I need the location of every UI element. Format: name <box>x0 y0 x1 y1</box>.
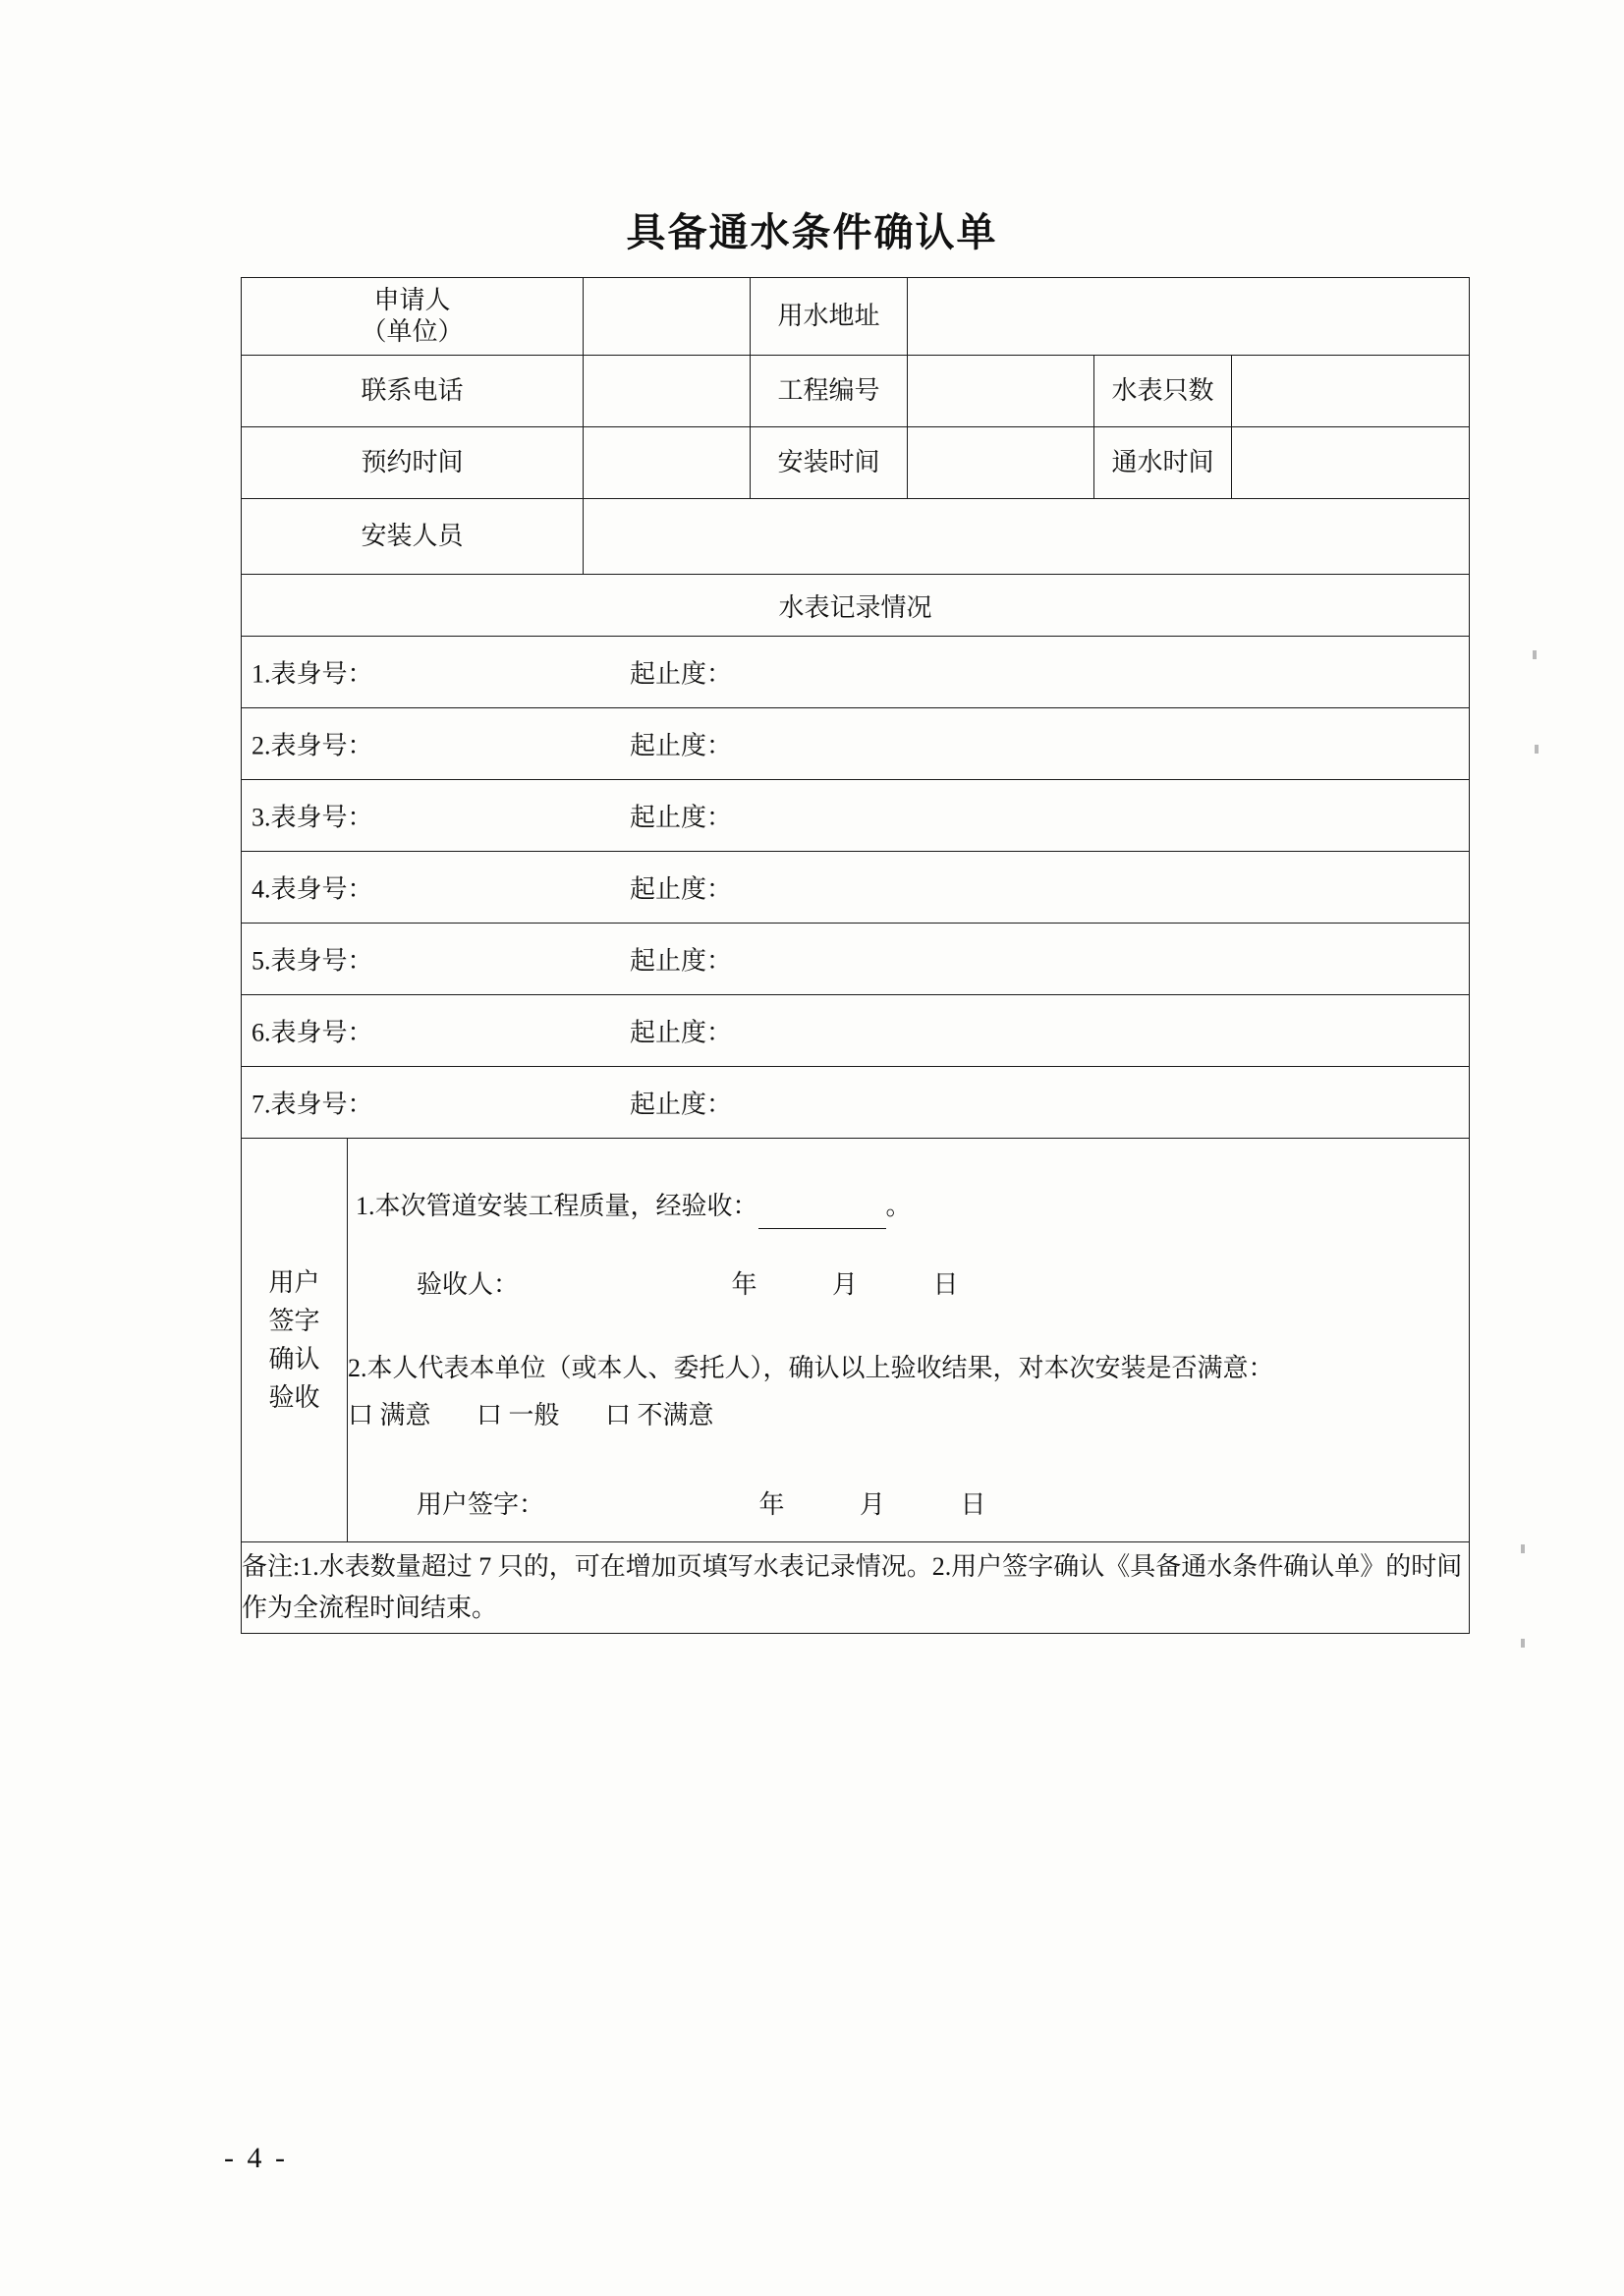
table-row <box>242 995 1470 1067</box>
meter-row-2[interactable] <box>242 708 1470 780</box>
meter-row-3[interactable] <box>242 780 1470 852</box>
acceptor-date <box>732 1262 1028 1308</box>
signature-label-line-1: 用户 <box>268 1268 320 1297</box>
page-title: 具备通水条件确认单 <box>626 210 998 254</box>
applicant-label <box>242 278 584 356</box>
meter-body-no-label: 7.表身号： <box>252 1090 373 1119</box>
user-signature-line[interactable] <box>417 1483 1469 1528</box>
option-satisfied[interactable]: 口 满意 <box>348 1400 431 1429</box>
meter-count-value[interactable] <box>1232 356 1470 427</box>
install-time-value[interactable] <box>908 427 1094 499</box>
table-row <box>242 708 1470 780</box>
table-row <box>242 1139 1470 1542</box>
project-no-label: 工程编号 <box>751 356 908 427</box>
user-sign-label: 用户签字： <box>417 1490 545 1520</box>
signature-label-line-3: 确认 <box>268 1345 320 1373</box>
applicant-value[interactable] <box>584 278 751 356</box>
meter-range-label: 起止度： <box>630 1018 733 1047</box>
table-row <box>242 1067 1470 1139</box>
option-average[interactable]: 口 一般 <box>476 1400 560 1429</box>
meter-body-no-label: 1.表身号： <box>252 659 373 689</box>
user-sign-date <box>759 1483 1055 1528</box>
table-row <box>242 852 1470 924</box>
table-row <box>242 356 1470 427</box>
installer-value[interactable] <box>584 499 1470 575</box>
acceptance-statement-text: 1.本次管道安装工程质量，经验收： <box>356 1192 758 1221</box>
satisfaction-statement: 2.本人代表本单位（或本人、委托人），确认以上验收结果，对本次安装是否满意： <box>348 1354 1274 1383</box>
meter-body-no-label: 4.表身号： <box>252 874 373 904</box>
phone-label: 联系电话 <box>242 356 584 427</box>
satisfaction-options[interactable] <box>348 1393 1469 1438</box>
day-label: 日 <box>960 1490 986 1520</box>
meter-row-1[interactable] <box>242 637 1470 708</box>
water-on-time-value[interactable] <box>1232 427 1470 499</box>
installer-label: 安装人员 <box>242 499 584 575</box>
day-label: 日 <box>932 1269 959 1299</box>
year-label: 年 <box>731 1269 757 1299</box>
option-unsatisfied[interactable]: 口 不满意 <box>605 1400 714 1429</box>
applicant-label-line1: 申请人 <box>373 285 451 314</box>
meter-row-5[interactable] <box>242 924 1470 995</box>
meter-range-label: 起止度： <box>630 946 733 976</box>
table-row <box>242 924 1470 995</box>
meter-row-7[interactable] <box>242 1067 1470 1139</box>
table-row <box>242 575 1470 637</box>
meter-range-label: 起止度： <box>630 659 733 689</box>
scan-speck <box>1521 1544 1525 1553</box>
meter-body-no-label: 3.表身号： <box>252 803 373 832</box>
meter-section-header: 水表记录情况 <box>242 575 1470 637</box>
signature-section-body <box>348 1139 1470 1542</box>
table-row <box>242 278 1470 356</box>
meter-row-4[interactable] <box>242 852 1470 924</box>
scan-speck <box>1535 745 1539 754</box>
page-number: - 4 - <box>224 2142 288 2174</box>
water-on-time-label: 通水时间 <box>1094 427 1232 499</box>
meter-range-label: 起止度： <box>630 803 733 832</box>
signature-label-line-4: 验收 <box>268 1383 320 1412</box>
table-row <box>242 1542 1470 1634</box>
month-label: 月 <box>832 1269 859 1299</box>
meter-body-no-label: 2.表身号： <box>252 731 373 760</box>
address-value[interactable] <box>908 278 1470 356</box>
appointment-time-label: 预约时间 <box>242 427 584 499</box>
acceptance-result-blank[interactable] <box>758 1206 886 1229</box>
meter-range-label: 起止度： <box>630 1090 733 1119</box>
meter-range-label: 起止度： <box>630 874 733 904</box>
table-row <box>242 427 1470 499</box>
scan-speck <box>1533 650 1537 659</box>
acceptor-signature-line[interactable] <box>417 1262 1469 1308</box>
project-no-value[interactable] <box>908 356 1094 427</box>
meter-range-label: 起止度： <box>630 731 733 760</box>
month-label: 月 <box>860 1490 886 1520</box>
year-label: 年 <box>758 1490 785 1520</box>
applicant-label-line2: （单位） <box>361 317 464 346</box>
acceptance-statement <box>356 1184 1469 1229</box>
form-note: 备注:1.水表数量超过 7 只的，可在增加页填写水表记录情况。2.用户签字确认《具备通水条件确认单》的时间作为全流程时间结束。 <box>242 1542 1470 1634</box>
table-row <box>242 637 1470 708</box>
appointment-time-value[interactable] <box>584 427 751 499</box>
scan-speck <box>1521 1639 1525 1648</box>
table-row <box>242 780 1470 852</box>
acceptance-statement-period: 。 <box>885 1192 912 1221</box>
meter-body-no-label: 5.表身号： <box>252 946 373 976</box>
meter-count-label: 水表只数 <box>1094 356 1232 427</box>
phone-value[interactable] <box>584 356 751 427</box>
address-label: 用水地址 <box>751 278 908 356</box>
table-row <box>242 499 1470 575</box>
meter-body-no-label: 6.表身号： <box>252 1018 373 1047</box>
signature-section-label <box>242 1139 348 1542</box>
signature-label-line-2: 签字 <box>268 1307 320 1335</box>
install-time-label: 安装时间 <box>751 427 908 499</box>
meter-row-6[interactable] <box>242 995 1470 1067</box>
confirmation-form-table <box>241 277 1470 1634</box>
acceptor-label: 验收人： <box>417 1269 520 1299</box>
